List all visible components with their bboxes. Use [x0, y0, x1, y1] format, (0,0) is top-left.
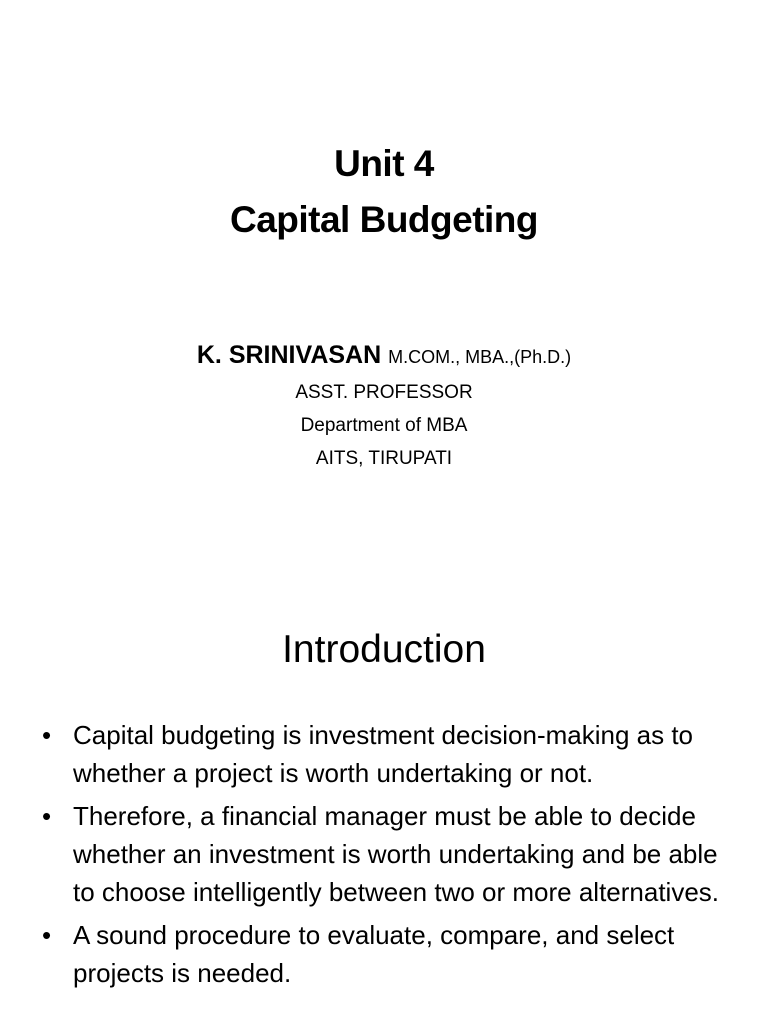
bullet-icon: •: [42, 920, 52, 950]
bullet-text: Capital budgeting is investment decision-making as to whether a project is worth undertaking or not.: [73, 720, 694, 788]
list-item: [42, 916, 732, 992]
bullet-icon: •: [42, 720, 52, 750]
intro-heading: Introduction: [282, 628, 486, 671]
introduction-slide: [0, 610, 768, 1024]
author-department: Department of MBA: [300, 415, 468, 436]
bullet-icon: •: [42, 801, 52, 831]
author-name: K. SRINIVASAN: [196, 341, 382, 369]
slide-title: [0, 136, 768, 248]
list-item: [42, 716, 732, 792]
bullet-list: [42, 716, 732, 997]
title-line-topic: Capital Budgeting: [229, 199, 539, 240]
author-qualifications: M.COM., MBA.,(Ph.D.): [388, 347, 572, 367]
author-line: [0, 336, 768, 376]
author-designation: ASST. PROFESSOR: [295, 382, 473, 403]
list-item: [42, 797, 732, 911]
author-institution: AITS, TIRUPATI: [315, 448, 453, 469]
bullet-text: A sound procedure to evaluate, compare, and select projects is needed.: [73, 920, 675, 988]
author-block: [0, 336, 768, 475]
bullet-text: Therefore, a financial manager must be able to decide whether an investment is worth undertaking and be able to choose intelligently between two or more alternatives.: [73, 801, 720, 907]
title-line-unit: Unit 4: [334, 143, 434, 184]
